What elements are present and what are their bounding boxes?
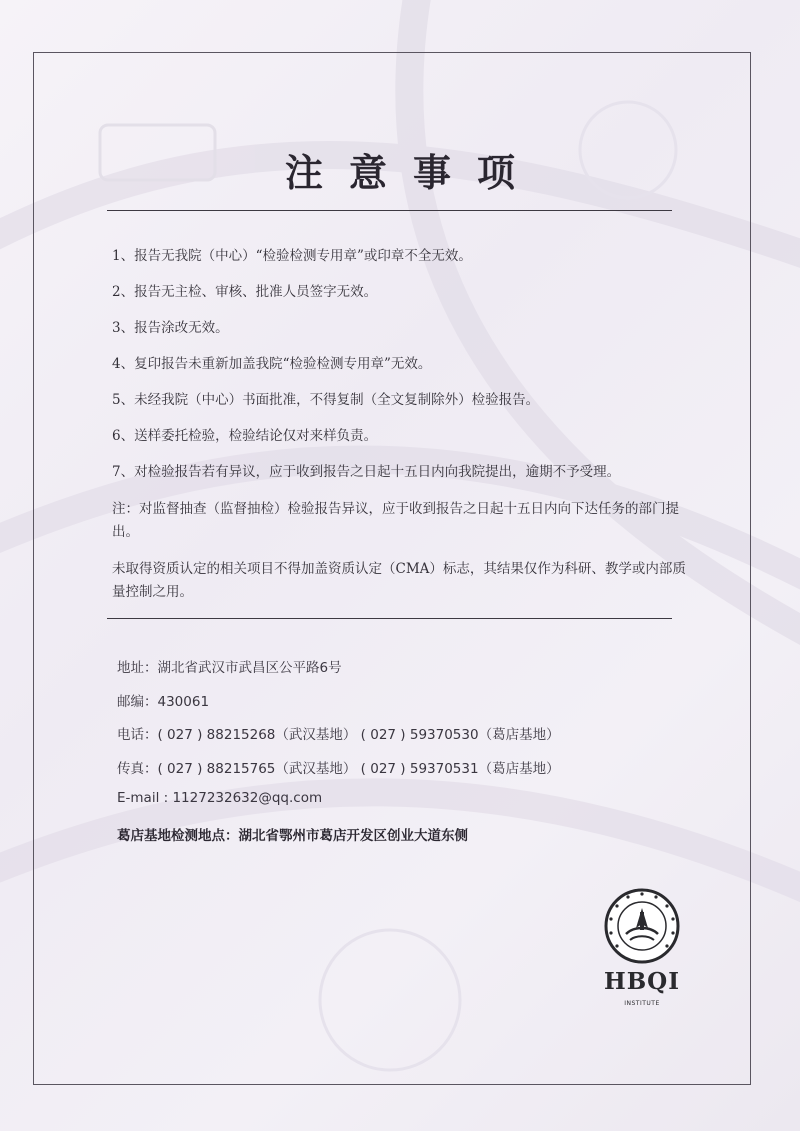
page-title: 注意事项 [284, 150, 541, 195]
phone-line: 电话：( 027 ) 88215268（武汉基地） ( 027 ) 59370530（葛店基地） [117, 727, 560, 743]
email-line: E-mail : 1127232632@qq.com [117, 790, 323, 806]
note-item: 6、送样委托检验，检验结论仅对来样负责。 [112, 428, 378, 444]
note-item: 4、复印报告未重新加盖我院“检验检测专用章”无效。 [112, 356, 432, 372]
postcode-line: 邮编：430061 [117, 693, 210, 710]
test-site-line: 葛店基地检测地点：湖北省鄂州市葛店开发区创业大道东侧 [117, 827, 468, 844]
note-item: 5、未经我院（中心）书面批准，不得复制（全文复制除外）检验报告。 [112, 392, 540, 408]
note-item: 3、报告涂改无效。 [112, 320, 229, 336]
note-item: 2、报告无主检、审核、批准人员签字无效。 [112, 284, 378, 300]
note-remark: 注：对监督抽查（监督抽检）检验报告异议，应于收到报告之日起十五日内向下达任务的部门提出。 [112, 501, 679, 540]
address-line: 地址：湖北省武汉市武昌区公平路6号 [117, 660, 342, 676]
title-divider [107, 210, 672, 211]
logo-name: HBQI [604, 968, 680, 995]
contact-info [117, 656, 677, 857]
fax-line: 传真：( 027 ) 88215765（武汉基地） ( 027 ) 59370531（葛店基地） [117, 760, 560, 777]
hbqi-emblem-icon [592, 886, 692, 966]
section-divider [107, 618, 672, 619]
hbqi-logo [592, 886, 692, 1016]
logo-subtitle: INSTITUTE [624, 1000, 660, 1007]
note-item: 1、报告无我院（中心）“检验检测专用章”或印章不全无效。 [112, 248, 472, 264]
note-item: 7、对检验报告若有异议，应于收到报告之日起十五日内向我院提出，逾期不予受理。 [112, 464, 621, 480]
notes-list [112, 246, 687, 618]
note-cma: 未取得资质认定的相关项目不得加盖资质认定（CMA）标志，其结果仅作为科研、教学或内部质量控制之用。 [112, 561, 686, 600]
